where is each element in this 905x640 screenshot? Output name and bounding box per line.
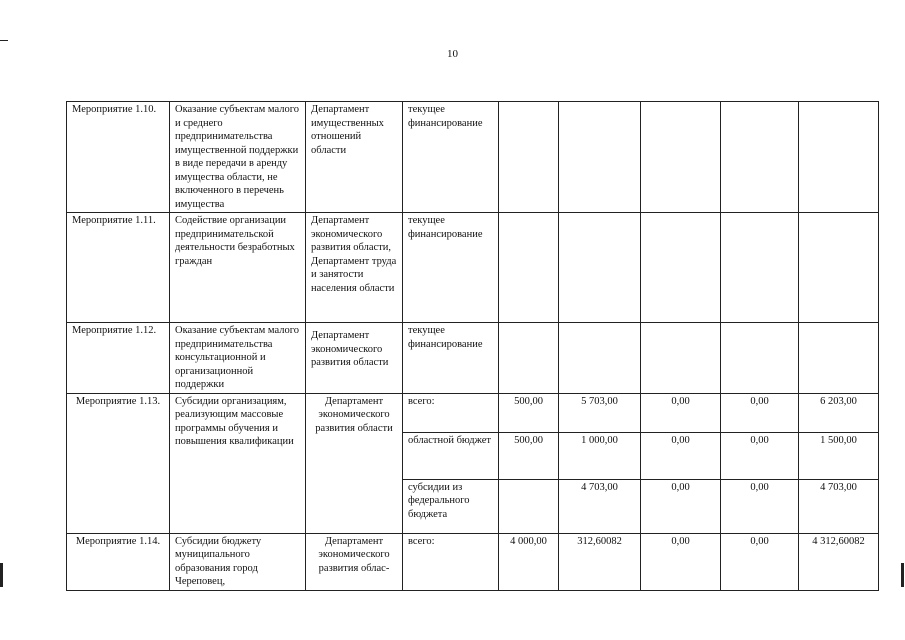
table-row — [67, 533, 879, 590]
total-cell — [799, 323, 879, 394]
value-cell — [721, 213, 799, 323]
value-cell: 0,00 — [641, 479, 721, 533]
table-row — [67, 393, 879, 432]
total-cell: 6 203,00 — [799, 393, 879, 432]
value-cell — [499, 323, 559, 394]
value-cell — [559, 213, 641, 323]
value-cell: 1 000,00 — [559, 432, 641, 479]
total-cell: 4 703,00 — [799, 479, 879, 533]
measure-cell: Мероприятие 1.12. — [67, 323, 170, 394]
source-cell: областной бюджет — [403, 432, 499, 479]
value-cell: 0,00 — [721, 432, 799, 479]
description-cell: Субсидии организациям, реализующим массовые программы обучения и повышения квалификации — [170, 393, 306, 533]
total-cell — [799, 213, 879, 323]
value-cell — [499, 213, 559, 323]
measure-cell: Мероприятие 1.11. — [67, 213, 170, 323]
value-cell: 5 703,00 — [559, 393, 641, 432]
source-cell: всего: — [403, 533, 499, 590]
table-row — [67, 213, 879, 323]
value-cell: 0,00 — [641, 432, 721, 479]
description-cell: Субсидии бюджету муниципального образования город Череповец, — [170, 533, 306, 590]
measure-cell: Мероприятие 1.14. — [67, 533, 170, 590]
value-cell: 312,60082 — [559, 533, 641, 590]
description-cell: Содействие организации предпринимательской деятельности безработных граждан — [170, 213, 306, 323]
page-number: 10 — [447, 48, 458, 60]
budget-table — [66, 101, 879, 591]
executor-cell: Департамент экономического развития области — [306, 323, 403, 394]
value-cell — [641, 213, 721, 323]
measure-cell: Мероприятие 1.10. — [67, 102, 170, 213]
value-cell: 0,00 — [641, 393, 721, 432]
value-cell — [559, 323, 641, 394]
value-cell: 0,00 — [721, 393, 799, 432]
value-cell: 0,00 — [721, 533, 799, 590]
value-cell — [499, 102, 559, 213]
value-cell — [721, 102, 799, 213]
value-cell: 500,00 — [499, 432, 559, 479]
total-cell: 4 312,60082 — [799, 533, 879, 590]
value-cell: 500,00 — [499, 393, 559, 432]
value-cell — [499, 479, 559, 533]
description-cell: Оказание субъектам малого предпринимательства консультационной и организационной поддержки — [170, 323, 306, 394]
executor-cell: Департамент имущественных отношений области — [306, 102, 403, 213]
table-row — [67, 323, 879, 394]
description-cell: Оказание субъектам малого и среднего предпринимательства имущественной поддержки в виде передачи в аренду имущества области, не включенного в перечень имущества — [170, 102, 306, 213]
source-cell: субсидии из федерального бюджета — [403, 479, 499, 533]
value-cell: 0,00 — [721, 479, 799, 533]
right-edge-bar — [901, 563, 904, 587]
value-cell — [721, 323, 799, 394]
value-cell — [559, 102, 641, 213]
source-cell: всего: — [403, 393, 499, 432]
executor-cell — [306, 393, 403, 533]
executor-cell: Департамент экономического развития облас- — [306, 533, 403, 590]
left-edge-bar — [0, 563, 3, 587]
source-cell: текущее финансирование — [403, 213, 499, 323]
executor-cell: Департамент экономического развития области, Департамент труда и занятости населения области — [306, 213, 403, 323]
value-cell — [641, 323, 721, 394]
measure-cell: Мероприятие 1.13. — [67, 393, 170, 533]
source-cell: текущее финансирование — [403, 323, 499, 394]
left-edge-mark — [0, 40, 8, 41]
value-cell: 4 000,00 — [499, 533, 559, 590]
total-cell — [799, 102, 879, 213]
value-cell: 0,00 — [641, 533, 721, 590]
total-cell: 1 500,00 — [799, 432, 879, 479]
table-row — [67, 102, 879, 213]
executor-text: Департамент экономического развития области — [315, 395, 393, 434]
value-cell — [641, 102, 721, 213]
source-cell: текущее финансирование — [403, 102, 499, 213]
value-cell: 4 703,00 — [559, 479, 641, 533]
